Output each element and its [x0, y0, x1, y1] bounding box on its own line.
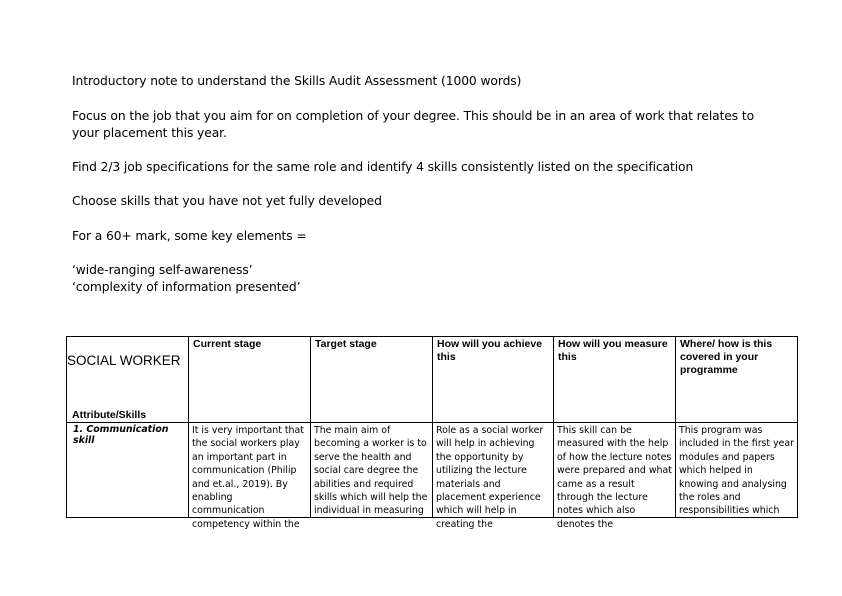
header-how-measure: How will you measure this [554, 337, 676, 423]
mark-paragraph: For a 60+ mark, some key elements = [72, 229, 307, 243]
quote-self-awareness: ‘wide-ranging self-awareness’ [72, 263, 253, 277]
focus-paragraph: Focus on the job that you aim for on completion of your degree. This should be in an area of work that relates to your placement this year. [72, 109, 755, 140]
current-stage-cell [189, 423, 311, 530]
skill-name-cell: 1. Communication skill [67, 423, 189, 518]
skills-audit-table [66, 336, 798, 530]
cell-text: It is very important that the social workers play an important part in communication (Philip and et.al., 2019). By enabling communication competency within the [192, 425, 304, 530]
header-current-stage: Current stage [189, 337, 311, 423]
attribute-skills-header: Attribute/Skills [72, 409, 147, 421]
quote-complexity: ‘complexity of information presented’ [72, 280, 301, 294]
header-where-covered: Where/ how is this covered in your programme [676, 337, 798, 423]
header-target-stage: Target stage [311, 337, 433, 423]
cell-text: This skill can be measured with the help of how the lecture notes were prepared and what came as a result through the lecture notes which also denotes the [557, 425, 672, 530]
header-how-achieve: How will you achieve this [433, 337, 554, 423]
where-covered-cell [676, 423, 798, 518]
role-title: SOCIAL WORKER [67, 353, 181, 368]
target-stage-cell [311, 423, 433, 518]
how-measure-cell [554, 423, 676, 530]
choose-paragraph: Choose skills that you have not yet fully developed [72, 194, 382, 208]
intro-title: Introductory note to understand the Skills Audit Assessment (1000 words) [72, 74, 522, 88]
cell-text: Role as a social worker will help in achieving the opportunity by utilizing the lecture materials and placement experience which will help in creating the [436, 425, 544, 530]
role-header-cell [67, 337, 189, 423]
find-paragraph: Find 2/3 job specifications for the same role and identify 4 skills consistently listed on the specification [72, 160, 694, 174]
table-row [67, 423, 798, 518]
cell-text: This program was included in the first year modules and papers which helped in knowing and analysing the roles and responsibilities which [679, 425, 795, 517]
table-header-row [67, 337, 798, 423]
how-achieve-cell [433, 423, 554, 530]
cell-text: The main aim of becoming a worker is to serve the health and social care degree the abilities and required skills which will help the individual in measuring [314, 425, 428, 517]
